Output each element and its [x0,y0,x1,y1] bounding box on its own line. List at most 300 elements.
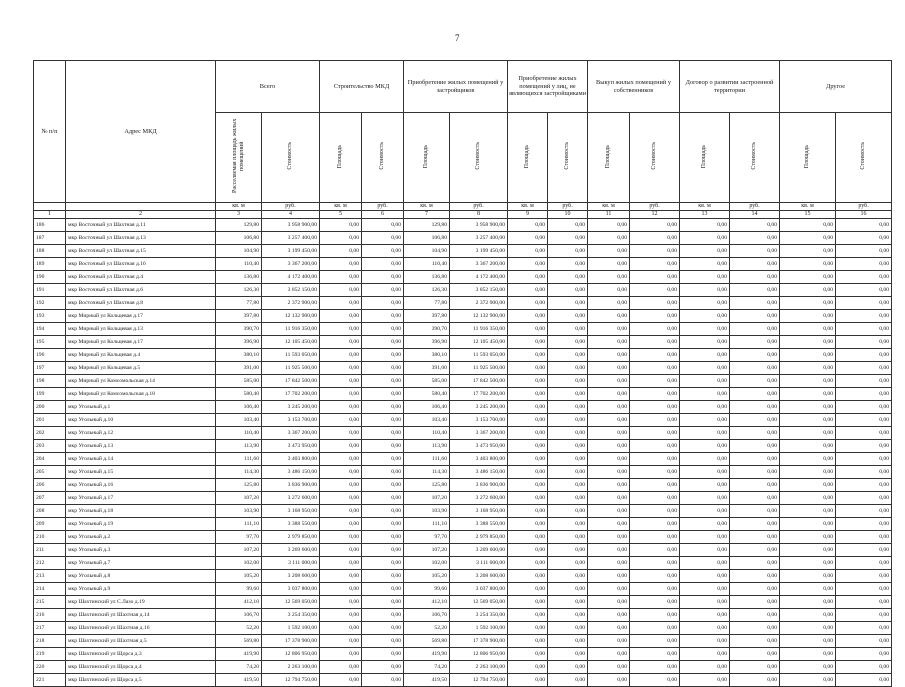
row-address: мкр Угольный д.16 [66,479,216,492]
row-agreement-cost: 0,00 [730,544,780,557]
row-buyout-area: 0,00 [588,323,630,336]
table-row [34,557,892,570]
row-construction-area: 0,00 [320,310,362,323]
row-address: мкр Восточный ул Шахтная д.11 [66,219,216,232]
row-buyout-area: 0,00 [588,297,630,310]
row-buyout-area: 0,00 [588,219,630,232]
header-cost: Стоимость [860,142,867,171]
row-developer-area: 103,90 [404,505,450,518]
row-construction-area: 0,00 [320,674,362,687]
table-row [34,453,892,466]
row-nondeveloper-area: 0,00 [508,310,548,323]
row-total-cost: 3 388 550,00 [262,518,320,531]
row-construction-area: 0,00 [320,219,362,232]
table-row [34,531,892,544]
row-other-area: 0,00 [780,362,836,375]
column-number: 8 [450,211,508,219]
row-construction-area: 0,00 [320,375,362,388]
row-buyout-area: 0,00 [588,622,630,635]
row-total-cost: 2 372 900,00 [262,297,320,310]
row-total-area: 107,20 [216,544,262,557]
row-developer-cost: 3 245 200,00 [450,401,508,414]
row-developer-area: 396,90 [404,336,450,349]
row-nondeveloper-cost: 0,00 [548,531,588,544]
row-construction-cost: 0,00 [362,401,404,414]
row-total-cost: 11 916 350,00 [262,323,320,336]
row-construction-area: 0,00 [320,271,362,284]
header-total-area: Расселяемая площадь жилых помещений [231,119,245,194]
row-construction-area: 0,00 [320,232,362,245]
row-buyout-cost: 0,00 [630,271,680,284]
row-number: 191 [34,284,66,297]
row-agreement-area: 0,00 [680,323,730,336]
row-buyout-cost: 0,00 [630,635,680,648]
column-numbers-row [34,211,892,219]
row-address: мкр Восточный ул Шахтная д.15 [66,245,216,258]
row-other-cost: 0,00 [836,466,892,479]
row-buyout-area: 0,00 [588,427,630,440]
row-nondeveloper-cost: 0,00 [548,427,588,440]
row-buyout-area: 0,00 [588,635,630,648]
row-agreement-area: 0,00 [680,596,730,609]
table-row [34,505,892,518]
row-agreement-cost: 0,00 [730,297,780,310]
row-construction-area: 0,00 [320,453,362,466]
row-construction-cost: 0,00 [362,258,404,271]
column-number: 1 [34,211,66,219]
header-cost: Стоимость [379,142,386,171]
row-nondeveloper-area: 0,00 [508,596,548,609]
row-buyout-cost: 0,00 [630,570,680,583]
row-construction-cost: 0,00 [362,570,404,583]
header-group-total: Всего [216,61,320,113]
row-buyout-cost: 0,00 [630,362,680,375]
table-row [34,648,892,661]
row-total-area: 106,40 [216,401,262,414]
row-developer-cost: 17 702 200,00 [450,388,508,401]
row-buyout-area: 0,00 [588,505,630,518]
row-buyout-area: 0,00 [588,453,630,466]
row-other-cost: 0,00 [836,258,892,271]
row-total-area: 419,50 [216,674,262,687]
row-construction-area: 0,00 [320,505,362,518]
row-developer-area: 106,80 [404,232,450,245]
row-other-area: 0,00 [780,518,836,531]
row-agreement-cost: 0,00 [730,258,780,271]
row-developer-cost: 3 269 600,00 [450,544,508,557]
row-buyout-cost: 0,00 [630,258,680,271]
row-nondeveloper-cost: 0,00 [548,440,588,453]
row-nondeveloper-cost: 0,00 [548,518,588,531]
row-construction-area: 0,00 [320,349,362,362]
row-number: 201 [34,414,66,427]
row-nondeveloper-area: 0,00 [508,284,548,297]
row-agreement-cost: 0,00 [730,492,780,505]
row-construction-area: 0,00 [320,635,362,648]
row-agreement-area: 0,00 [680,609,730,622]
row-buyout-cost: 0,00 [630,388,680,401]
header-area: Площадь [804,144,811,168]
row-other-cost: 0,00 [836,310,892,323]
header-no: № п/п [34,61,66,203]
row-other-cost: 0,00 [836,531,892,544]
row-other-area: 0,00 [780,661,836,674]
row-nondeveloper-area: 0,00 [508,271,548,284]
row-address: мкр Шахтинский ул Щорса д.4 [66,661,216,674]
row-developer-area: 111,60 [404,453,450,466]
row-other-cost: 0,00 [836,232,892,245]
row-buyout-area: 0,00 [588,388,630,401]
row-number: 197 [34,362,66,375]
row-total-cost: 3 153 700,00 [262,414,320,427]
row-agreement-area: 0,00 [680,258,730,271]
row-agreement-cost: 0,00 [730,388,780,401]
row-buyout-area: 0,00 [588,336,630,349]
row-agreement-cost: 0,00 [730,245,780,258]
row-buyout-area: 0,00 [588,401,630,414]
row-construction-area: 0,00 [320,323,362,336]
row-nondeveloper-cost: 0,00 [548,661,588,674]
row-address: мкр Угольный д.17 [66,492,216,505]
row-nondeveloper-area: 0,00 [508,427,548,440]
row-agreement-cost: 0,00 [730,349,780,362]
row-other-cost: 0,00 [836,622,892,635]
row-agreement-area: 0,00 [680,674,730,687]
row-total-area: 380,10 [216,349,262,362]
row-agreement-cost: 0,00 [730,219,780,232]
row-agreement-cost: 0,00 [730,414,780,427]
row-nondeveloper-cost: 0,00 [548,414,588,427]
table-row [34,609,892,622]
row-other-area: 0,00 [780,336,836,349]
row-other-cost: 0,00 [836,492,892,505]
row-other-area: 0,00 [780,375,836,388]
table-row [34,375,892,388]
column-number: 4 [262,211,320,219]
row-construction-area: 0,00 [320,362,362,375]
row-number: 203 [34,440,66,453]
row-developer-cost: 3 852 150,00 [450,284,508,297]
row-construction-cost: 0,00 [362,297,404,310]
row-construction-cost: 0,00 [362,531,404,544]
row-total-cost: 17 842 500,00 [262,375,320,388]
row-number: 195 [34,336,66,349]
row-construction-area: 0,00 [320,596,362,609]
row-buyout-cost: 0,00 [630,401,680,414]
row-nondeveloper-cost: 0,00 [548,557,588,570]
row-other-cost: 0,00 [836,544,892,557]
row-number: 220 [34,661,66,674]
row-nondeveloper-area: 0,00 [508,557,548,570]
row-other-cost: 0,00 [836,336,892,349]
row-nondeveloper-cost: 0,00 [548,310,588,323]
row-other-area: 0,00 [780,544,836,557]
row-buyout-area: 0,00 [588,258,630,271]
row-total-cost: 3 272 600,00 [262,492,320,505]
row-total-cost: 3 403 800,00 [262,453,320,466]
row-developer-area: 585,00 [404,375,450,388]
row-construction-cost: 0,00 [362,232,404,245]
row-agreement-cost: 0,00 [730,362,780,375]
row-nondeveloper-area: 0,00 [508,544,548,557]
row-construction-area: 0,00 [320,622,362,635]
row-construction-cost: 0,00 [362,440,404,453]
row-agreement-area: 0,00 [680,401,730,414]
table-row [34,232,892,245]
row-total-area: 104,90 [216,245,262,258]
row-nondeveloper-cost: 0,00 [548,297,588,310]
row-agreement-area: 0,00 [680,440,730,453]
row-construction-cost: 0,00 [362,544,404,557]
row-developer-cost: 3 836 900,00 [450,479,508,492]
row-developer-area: 111,10 [404,518,450,531]
row-construction-area: 0,00 [320,661,362,674]
row-construction-cost: 0,00 [362,518,404,531]
row-other-area: 0,00 [780,492,836,505]
row-total-cost: 2 979 850,00 [262,531,320,544]
row-developer-area: 97,70 [404,531,450,544]
row-nondeveloper-area: 0,00 [508,388,548,401]
row-agreement-cost: 0,00 [730,596,780,609]
row-total-cost: 4 172 400,00 [262,271,320,284]
row-nondeveloper-area: 0,00 [508,258,548,271]
row-other-area: 0,00 [780,622,836,635]
resettlement-table-sheet [33,60,891,687]
row-total-area: 129,80 [216,219,262,232]
row-total-area: 102,00 [216,557,262,570]
row-other-cost: 0,00 [836,557,892,570]
row-buyout-cost: 0,00 [630,349,680,362]
row-buyout-area: 0,00 [588,544,630,557]
row-nondeveloper-area: 0,00 [508,375,548,388]
row-number: 194 [34,323,66,336]
row-total-cost: 3 037 800,00 [262,583,320,596]
table-row [34,310,892,323]
row-number: 211 [34,544,66,557]
header-cost: Стоимость [475,142,482,171]
row-buyout-cost: 0,00 [630,479,680,492]
row-developer-area: 107,20 [404,544,450,557]
row-number: 189 [34,258,66,271]
row-developer-cost: 3 111 000,00 [450,557,508,570]
row-agreement-cost: 0,00 [730,557,780,570]
row-address: мкр Угольный д.12 [66,427,216,440]
row-agreement-area: 0,00 [680,505,730,518]
row-construction-cost: 0,00 [362,596,404,609]
row-nondeveloper-cost: 0,00 [548,232,588,245]
row-developer-area: 99,60 [404,583,450,596]
row-total-cost: 12 569 050,00 [262,596,320,609]
column-number: 12 [630,211,680,219]
row-agreement-area: 0,00 [680,362,730,375]
row-construction-cost: 0,00 [362,349,404,362]
row-number: 219 [34,648,66,661]
row-developer-cost: 3 254 350,00 [450,609,508,622]
row-number: 210 [34,531,66,544]
row-construction-cost: 0,00 [362,674,404,687]
row-buyout-cost: 0,00 [630,622,680,635]
row-agreement-area: 0,00 [680,349,730,362]
row-other-cost: 0,00 [836,596,892,609]
row-buyout-cost: 0,00 [630,544,680,557]
row-developer-cost: 3 272 600,00 [450,492,508,505]
row-construction-cost: 0,00 [362,362,404,375]
row-other-cost: 0,00 [836,479,892,492]
row-construction-area: 0,00 [320,570,362,583]
row-total-area: 419,90 [216,648,262,661]
row-agreement-area: 0,00 [680,427,730,440]
row-other-area: 0,00 [780,297,836,310]
row-construction-cost: 0,00 [362,245,404,258]
row-buyout-cost: 0,00 [630,674,680,687]
row-agreement-cost: 0,00 [730,232,780,245]
row-developer-area: 110,40 [404,427,450,440]
row-other-cost: 0,00 [836,219,892,232]
row-buyout-area: 0,00 [588,362,630,375]
row-nondeveloper-cost: 0,00 [548,609,588,622]
row-address: мкр Шахтинский ул Щорса д.5 [66,674,216,687]
table-row [34,440,892,453]
row-agreement-cost: 0,00 [730,466,780,479]
row-total-cost: 3 254 350,00 [262,609,320,622]
row-other-area: 0,00 [780,440,836,453]
row-agreement-cost: 0,00 [730,622,780,635]
row-agreement-cost: 0,00 [730,609,780,622]
row-other-cost: 0,00 [836,414,892,427]
row-nondeveloper-area: 0,00 [508,349,548,362]
row-other-area: 0,00 [780,635,836,648]
row-total-area: 412,10 [216,596,262,609]
row-other-cost: 0,00 [836,440,892,453]
row-other-cost: 0,00 [836,453,892,466]
table-row [34,479,892,492]
row-developer-area: 125,80 [404,479,450,492]
row-number: 190 [34,271,66,284]
row-total-area: 396,90 [216,336,262,349]
resettlement-table [33,60,892,687]
row-total-cost: 12 132 900,00 [262,310,320,323]
row-agreement-area: 0,00 [680,466,730,479]
row-developer-area: 412,10 [404,596,450,609]
row-address: мкр Угольный д.8 [66,570,216,583]
row-developer-cost: 12 806 950,00 [450,648,508,661]
row-address: мкр Угольный д.15 [66,466,216,479]
row-total-area: 111,60 [216,453,262,466]
row-total-area: 97,70 [216,531,262,544]
row-address: мкр Восточный ул Шахтная д.13 [66,232,216,245]
row-agreement-area: 0,00 [680,388,730,401]
row-total-cost: 12 105 450,00 [262,336,320,349]
row-number: 199 [34,388,66,401]
table-row [34,427,892,440]
row-address: мкр Угольный д.1 [66,401,216,414]
row-agreement-cost: 0,00 [730,661,780,674]
row-other-area: 0,00 [780,258,836,271]
row-other-cost: 0,00 [836,635,892,648]
row-construction-area: 0,00 [320,388,362,401]
row-buyout-cost: 0,00 [630,531,680,544]
row-construction-cost: 0,00 [362,557,404,570]
column-number: 5 [320,211,362,219]
table-row [34,258,892,271]
row-developer-cost: 3 208 600,00 [450,570,508,583]
column-number: 10 [548,211,588,219]
row-other-cost: 0,00 [836,648,892,661]
row-nondeveloper-cost: 0,00 [548,245,588,258]
row-buyout-cost: 0,00 [630,219,680,232]
row-developer-cost: 3 257 400,00 [450,232,508,245]
row-address: мкр Угольный д.14 [66,453,216,466]
row-developer-area: 397,80 [404,310,450,323]
row-number: 205 [34,466,66,479]
row-buyout-area: 0,00 [588,518,630,531]
row-nondeveloper-area: 0,00 [508,219,548,232]
row-address: мкр Шахтинский ул Шахтная д.16 [66,622,216,635]
row-buyout-area: 0,00 [588,466,630,479]
table-row [34,401,892,414]
header-group-developer-purchase: Приобретение жилых помещений у застройщиков [404,61,508,113]
row-construction-area: 0,00 [320,492,362,505]
row-nondeveloper-area: 0,00 [508,531,548,544]
row-other-area: 0,00 [780,388,836,401]
row-total-area: 569,80 [216,635,262,648]
row-total-cost: 3 168 950,00 [262,505,320,518]
table-row [34,349,892,362]
row-total-area: 390,70 [216,323,262,336]
row-developer-area: 113,90 [404,440,450,453]
row-nondeveloper-area: 0,00 [508,362,548,375]
row-buyout-area: 0,00 [588,609,630,622]
row-other-area: 0,00 [780,232,836,245]
row-construction-cost: 0,00 [362,479,404,492]
row-agreement-cost: 0,00 [730,440,780,453]
row-address: мкр Угольный д.13 [66,440,216,453]
row-buyout-area: 0,00 [588,232,630,245]
table-row [34,596,892,609]
row-developer-area: 106,70 [404,609,450,622]
row-nondeveloper-area: 0,00 [508,609,548,622]
row-other-cost: 0,00 [836,388,892,401]
row-address: мкр Мирный ул Кольцевая д.13 [66,323,216,336]
row-agreement-area: 0,00 [680,414,730,427]
row-number: 221 [34,674,66,687]
row-buyout-area: 0,00 [588,245,630,258]
table-row [34,518,892,531]
row-nondeveloper-area: 0,00 [508,414,548,427]
row-agreement-area: 0,00 [680,518,730,531]
row-construction-area: 0,00 [320,557,362,570]
row-other-cost: 0,00 [836,284,892,297]
row-developer-cost: 3 153 700,00 [450,414,508,427]
row-number: 186 [34,219,66,232]
row-other-area: 0,00 [780,245,836,258]
row-nondeveloper-area: 0,00 [508,297,548,310]
row-agreement-cost: 0,00 [730,453,780,466]
row-developer-cost: 1 592 100,00 [450,622,508,635]
row-total-cost: 17 702 200,00 [262,388,320,401]
row-buyout-cost: 0,00 [630,284,680,297]
row-other-area: 0,00 [780,323,836,336]
row-agreement-area: 0,00 [680,544,730,557]
row-other-area: 0,00 [780,310,836,323]
row-developer-area: 129,80 [404,219,450,232]
row-construction-area: 0,00 [320,531,362,544]
row-other-area: 0,00 [780,531,836,544]
row-number: 216 [34,609,66,622]
row-number: 187 [34,232,66,245]
row-developer-cost: 3 473 950,00 [450,440,508,453]
row-construction-cost: 0,00 [362,466,404,479]
